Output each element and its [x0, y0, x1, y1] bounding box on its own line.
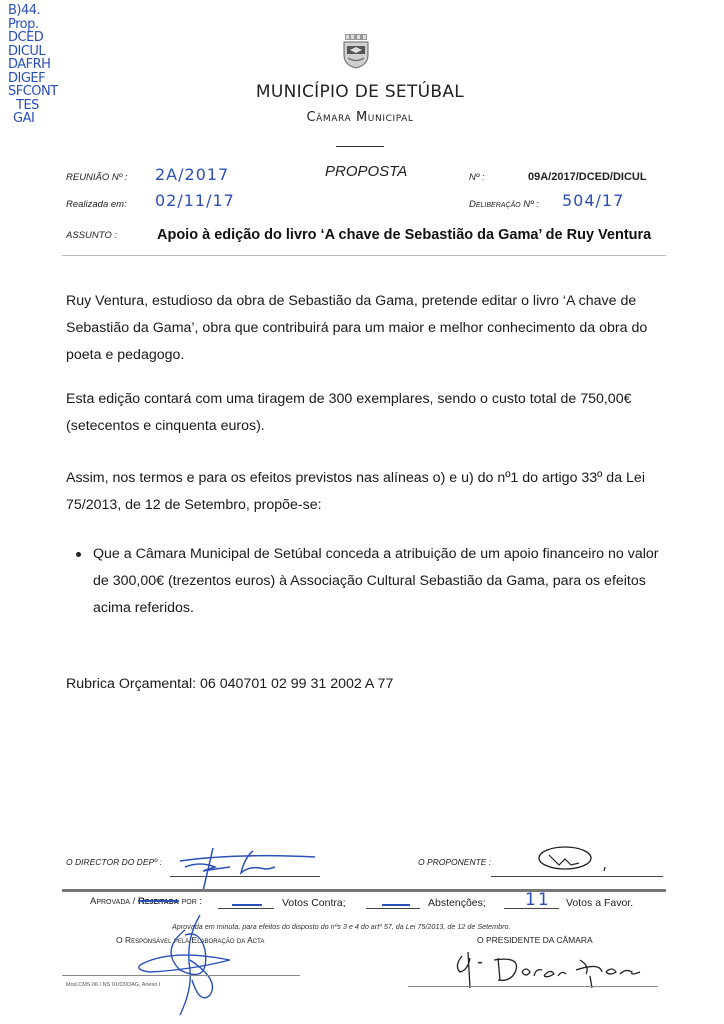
- assunto-label: ASSUNTO :: [66, 230, 118, 241]
- rubrica-orcamental: Rubrica Orçamental: 06 040701 02 99 31 2002 A 77: [66, 676, 394, 692]
- footer-divider: [62, 889, 666, 892]
- title-underline: [336, 146, 384, 147]
- presidente-signature: [450, 948, 650, 990]
- votos-contra-dash-mark: [382, 904, 410, 906]
- form-code: Mod.CMS.06 / NS 01/03/DAG, Anexo I: [66, 982, 161, 988]
- deliberacao-label: Deliberação Nº :: [469, 199, 539, 210]
- aprovada-label: Aprovada /: [90, 896, 136, 907]
- rejeitada-label: Rejeitada: [137, 896, 179, 907]
- votos-favor-value: 11: [525, 890, 551, 910]
- note-line: GAI: [13, 111, 35, 126]
- director-label: O DIRECTOR DO DEPº :: [66, 857, 162, 867]
- reuniao-label: REUNIÃO Nº :: [66, 172, 128, 183]
- proponente-signature: [535, 843, 615, 875]
- body-paragraph-2: Esta edição contará com uma tiragem de 300 exemplares, sendo o custo total de 750,00€ (setecentos e cinquenta euros).: [66, 391, 632, 434]
- note-line: DIGEF: [8, 70, 46, 86]
- realizada-value: 02/11/17: [155, 191, 235, 210]
- bullet-text: Que a Câmara Municipal de Setúbal conceda a atribuição de um apoio financeiro no valor de 300,00€ (trezentos euros) à Associação Cultural Sebastião da Gama, para os efeitos acima referidos.: [93, 546, 659, 616]
- por-blank-line: [218, 908, 274, 909]
- municipality-subtitle: Câmara Municipal: [306, 110, 414, 125]
- proposta-heading: PROPOSTA: [325, 163, 408, 180]
- responsavel-label: O Responsável pela Elaboração da Acta: [116, 935, 265, 945]
- handwritten-routing-notes: [8, 4, 88, 126]
- body-paragraph-3: Assim, nos termos e para os efeitos previstos nas alíneas o) e u) do nº1 do artigo 33º da Lei 75/2013, de 12 de Setembro, propõe-se:: [66, 470, 645, 513]
- minute-approval-note: Aprovada em minuta, para efeitos do disposto do nºs 3 e 4 do artº 57, da Lei 75/2013, de 12 de Setembro.: [172, 922, 511, 931]
- director-signature: [175, 843, 325, 893]
- numero-label: Nº :: [469, 172, 485, 183]
- note-line: TES: [16, 97, 39, 113]
- proponente-signature-line: [491, 876, 663, 877]
- deliberacao-value: 504/17: [562, 191, 625, 210]
- por-label: por :: [181, 896, 203, 907]
- municipality-title: MUNICÍPIO DE SETÚBAL: [255, 82, 465, 102]
- responsavel-signature: [130, 910, 240, 1020]
- realizada-label: Realizada em:: [66, 199, 127, 210]
- body-paragraph-1: Ruy Ventura, estudioso da obra de Sebastião da Gama, pretende editar o livro ‘A chave de Sebastião da Gama’, obra que contribuirá para um maior e melhor conhecimento da obra do poeta e pedagogo.: [66, 293, 648, 363]
- presidente-signature-line: [408, 986, 658, 987]
- votos-favor-label: Votos a Favor.: [566, 897, 634, 909]
- note-line: DAFRH: [8, 57, 51, 72]
- note-line: SFCONT: [8, 84, 58, 99]
- header-divider: [62, 255, 666, 256]
- note-line: DCED: [8, 30, 44, 45]
- abstencoes-label: Abstenções;: [428, 897, 486, 909]
- note-line: Prop.: [8, 16, 39, 32]
- por-dash-mark: [232, 904, 262, 906]
- proposal-bullet-item: [76, 541, 662, 622]
- note-line: DICUL: [8, 43, 46, 59]
- presidente-label: O PRESIDENTE DA CÂMARA: [477, 935, 593, 945]
- bullet-icon: [76, 552, 81, 557]
- proponente-label: O PROPONENTE :: [418, 857, 492, 867]
- assunto-value: Apoio à edição do livro ‘A chave de Sebastião da Gama’ de Ruy Ventura: [157, 227, 652, 243]
- responsavel-signature-line: [62, 975, 300, 976]
- votos-contra-label: Votos Contra;: [282, 897, 346, 909]
- votos-contra-blank-line: [366, 908, 420, 909]
- note-line: B)44.: [8, 3, 41, 18]
- approval-status: [90, 896, 202, 907]
- municipal-coat-of-arms-icon: [339, 33, 373, 69]
- reuniao-value: 2A/2017: [155, 165, 230, 184]
- numero-value: 09A/2017/DCED/DICUL: [528, 171, 647, 183]
